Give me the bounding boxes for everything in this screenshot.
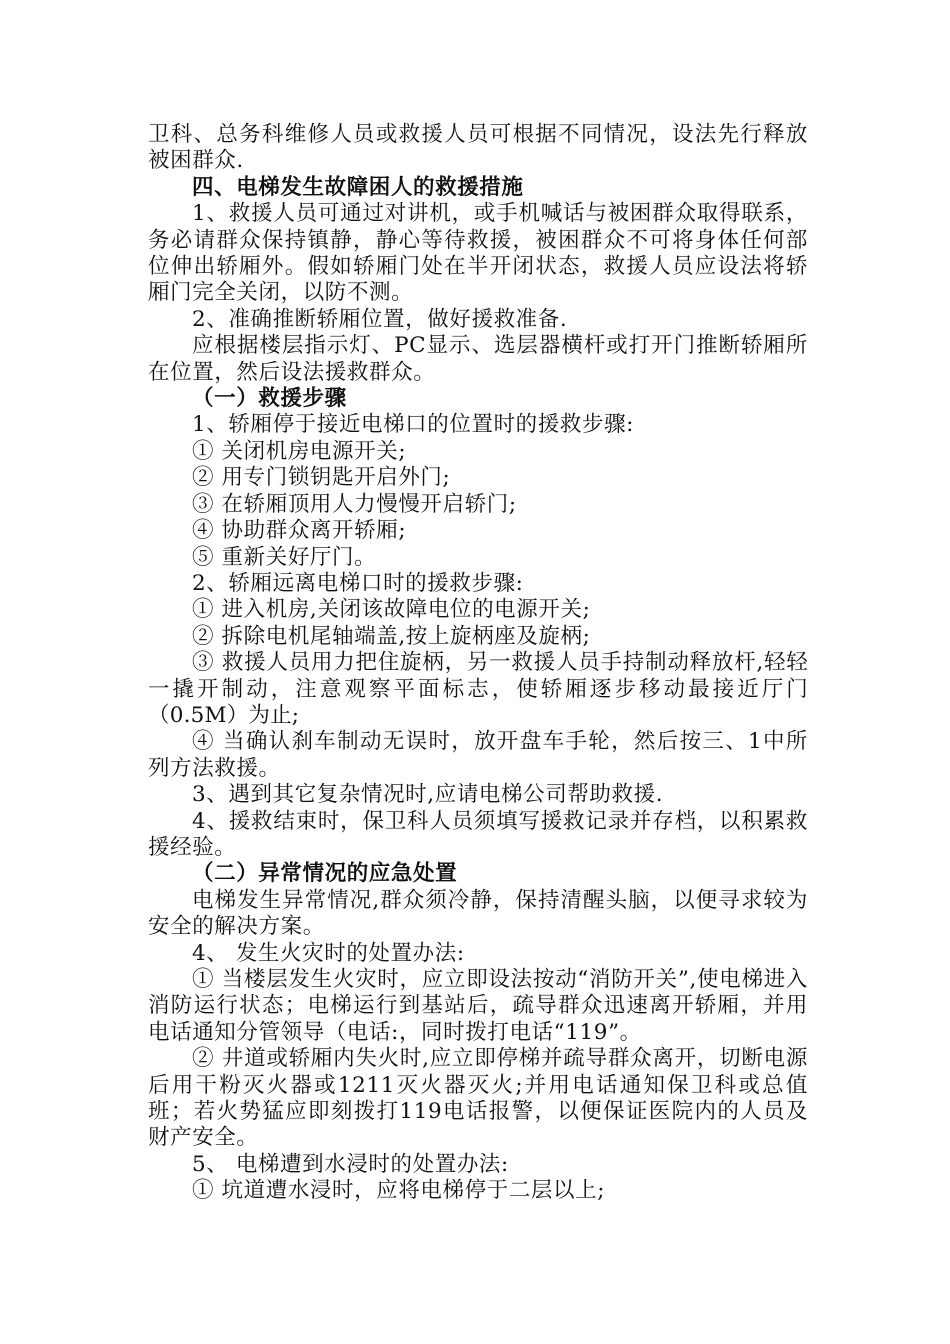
list-item: ③ 救援人员用力把住旋柄，另一救援人员手持制动释放杆,轻轻一撬开制动，注意观察平面标志，使轿厢逐步移动最接近厅门（0.5M）为止; — [148, 650, 808, 728]
subsection-heading-1: （一）救援步骤 — [192, 386, 347, 412]
list-item: ② 用专门锁钥匙开启外门; — [192, 465, 451, 491]
list-item: ② 井道或轿厢内失火时,应立即停梯并疏导群众离开，切断电源后用干粉灭火器或1211灭火器灭火;并用电话通知保卫科或总值班；若火势猛应即刻拨打119电话报警，以便保证医院内的人员及财产安全。 — [148, 1046, 808, 1151]
list-item: ① 当楼层发生火灾时，应立即设法按动“消防开关”,使电梯进入消防运行状态；电梯运行到基站后，疏导群众迅速离开轿厢，并用电话通知分管领导（电话:，同时拨打电话“119”。 — [148, 967, 808, 1045]
list-item: ② 拆除电机尾轴端盖,按上旋柄座及旋柄; — [192, 623, 591, 649]
document-page — [148, 122, 808, 1205]
paragraph-water-heading: 5、 电梯遭到水浸时的处置办法: — [192, 1151, 509, 1177]
list-item: ① 关闭机房电源开关; — [192, 438, 407, 464]
paragraph-locate: 应根据楼层指示灯、PC显示、选层器横杆或打开门推断轿厢所在位置，然后设法援救群众。 — [148, 333, 808, 385]
section-heading-4: 四、电梯发生故障困人的救援措施 — [192, 174, 524, 200]
paragraph-continuation: 卫科、总务科维修人员或救援人员可根据不同情况，设法先行释放被困群众. — [148, 122, 808, 174]
list-item: ① 进入机房,关闭该故障电位的电源开关; — [192, 597, 591, 623]
paragraph-1: 1、救援人员可通过对讲机，或手机喊话与被困群众取得联系，务必请群众保持镇静，静心等待救援，被困群众不可将身体任何部位伸出轿厢外。假如轿厢门处在半开闭状态，救援人员应设法将轿厢门完全关闭，以防不测。 — [148, 201, 808, 306]
paragraph-step-2: 2、轿厢远离电梯口时的援救步骤: — [192, 570, 524, 596]
paragraph-step-3: 3、遇到其它复杂情况时,应请电梯公司帮助救援. — [192, 782, 664, 808]
paragraph-step-4: 4、援救结束时，保卫科人员须填写援救记录并存档，以积累救援经验。 — [148, 808, 808, 860]
list-item: ① 坑道遭水浸时，应将电梯停于二层以上; — [192, 1178, 606, 1204]
list-item: ③ 在轿厢顶用人力慢慢开启轿门; — [192, 491, 517, 517]
paragraph-step-1: 1、轿厢停于接近电梯口的位置时的援救步骤: — [192, 412, 635, 438]
paragraph-abnormal: 电梯发生异常情况,群众须冷静，保持清醒头脑，以便寻求较为安全的解决方案。 — [148, 887, 808, 940]
list-item: ④ 协助群众离开轿厢; — [192, 518, 407, 544]
paragraph-fire-heading: 4、 发生火灾时的处置办法: — [192, 940, 465, 966]
list-item: ④ 当确认刹车制动无误时，放开盘车手轮，然后按三、1中所列方法救援。 — [148, 729, 808, 781]
list-item: ⑤ 重新关好厅门。 — [192, 544, 377, 570]
subsection-heading-2: （二）异常情况的应急处置 — [192, 861, 458, 887]
paragraph-2: 2、准确推断轿厢位置，做好援救准备. — [192, 306, 568, 332]
